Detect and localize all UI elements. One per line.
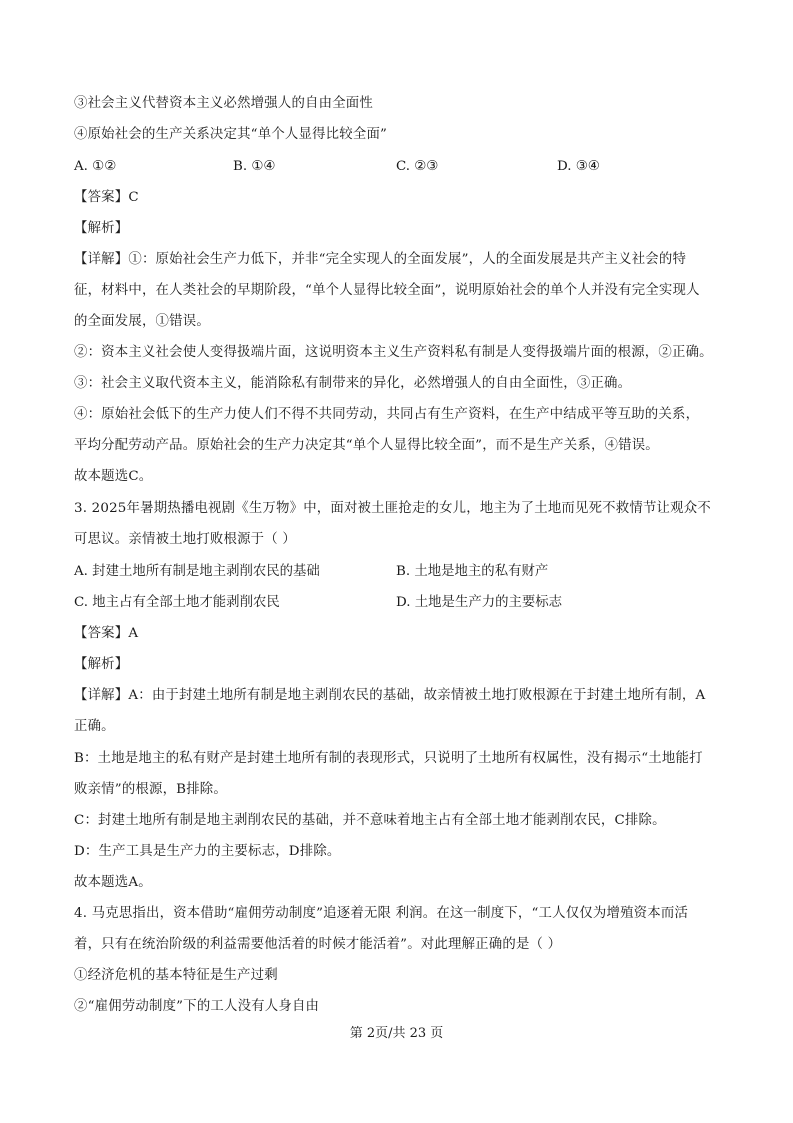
q3-detail-line: 正确。 [74,719,115,734]
q2-statement-4: ④原始社会的生产关系决定其“单个人显得比较全面” [74,127,388,142]
q2-detail-line: ③：社会主义取代资本主义，能消除私有制带来的异化，必然增强人的自由全面性，③正确。 [74,376,632,391]
q3-detail-line: 败亲情”的根源，B排除。 [74,782,227,797]
q2-option-d: D. ③④ [557,159,600,174]
q3-stem-line: 可思议。亲情被土地打败根源于（ ） [74,532,296,547]
q4-statement-1: ①经济危机的基本特征是生产过剩 [74,968,278,983]
q4-stem-line: 4. 马克思指出，资本借助“雇佣劳动制度”追逐着无限 利润。在这一制度下，“工人仅仅为增殖资本而活 [74,906,689,921]
q2-detail-line: 【详解】①：原始社会生产力低下，并非“完全实现人的全面发展”，人的全面发展是共产主义社会的特 [74,252,687,267]
q3-detail-line: D：生产工具是生产力的主要标志，D排除。 [74,844,341,859]
q2-option-a: A. ①② [74,159,117,174]
q3-answer: 【答案】A [74,626,139,641]
q4-statement-2: ②“雇佣劳动制度”下的工人没有人身自由 [74,999,320,1014]
q2-analysis-label: 【解析】 [74,221,129,236]
q4-stem-line: 着，只有在统治阶级的利益需要他活着的时候才能活着”。对此理解正确的是（ ） [74,937,562,952]
page-number-footer: 第 2页/共 23 页 [349,1026,444,1041]
q2-option-b: B. ①④ [233,159,276,174]
q2-detail-line: 征，材料中，在人类社会的早期阶段，“单个人显得比较全面”，说明原始社会的单个人并没有完全实现人 [74,283,700,298]
q2-detail-line: ②：资本主义社会使人变得扱端片面，这说明资本主义生产资料私有制是人变得扱端片面的根源，②正确。 [74,345,713,360]
q2-statement-3: ③社会主义代替资本主义必然增强人的自由全面性 [74,96,373,111]
q2-detail-line: 故本题选C。 [74,469,153,484]
q3-option-c: C. 地主占有全部土地才能剥削农民 [74,595,280,610]
q2-detail-line: 的全面发展，①错误。 [74,314,210,329]
q3-detail-line: C：封建土地所有制是地主剥削农民的基础，并不意味着地主占有全部土地才能剥削农民，C排除。 [74,813,666,828]
q3-analysis-label: 【解析】 [74,657,129,672]
q2-answer: 【答案】C [74,190,139,205]
q3-option-b: B. 土地是地主的私有财产 [396,564,549,579]
q3-stem-line: 3. 2025年暑期热播电视剧《生万物》中，面对被土匪抢走的女儿，地主为了土地而见死不救情节让观众不 [74,501,711,516]
q3-detail-line: 【详解】A：由于封建土地所有制是地主剥削农民的基础，故亲情被土地打败根源在于封建土地所有制，A [74,688,706,703]
q3-option-a: A. 封建土地所有制是地主剥削农民的基础 [74,564,320,579]
q2-option-c: C. ②③ [396,159,439,174]
q2-detail-line: 平均分配劳动产品。原始社会的生产力决定其“单个人显得比较全面”，而不是生产关系，④错误。 [74,438,659,453]
q3-detail-line: 故本题选A。 [74,875,152,890]
q2-detail-line: ④：原始社会低下的生产力使人们不得不共同劳动，共同占有生产资料，在生产中结成平等互助的关系， [74,407,700,422]
q3-option-d: D. 土地是生产力的主要标志 [396,595,563,610]
q3-detail-line: B：土地是地主的私有财产是封建土地所有制的表现形式，只说明了土地所有权属性，没有揭示“土地能打 [74,751,703,766]
